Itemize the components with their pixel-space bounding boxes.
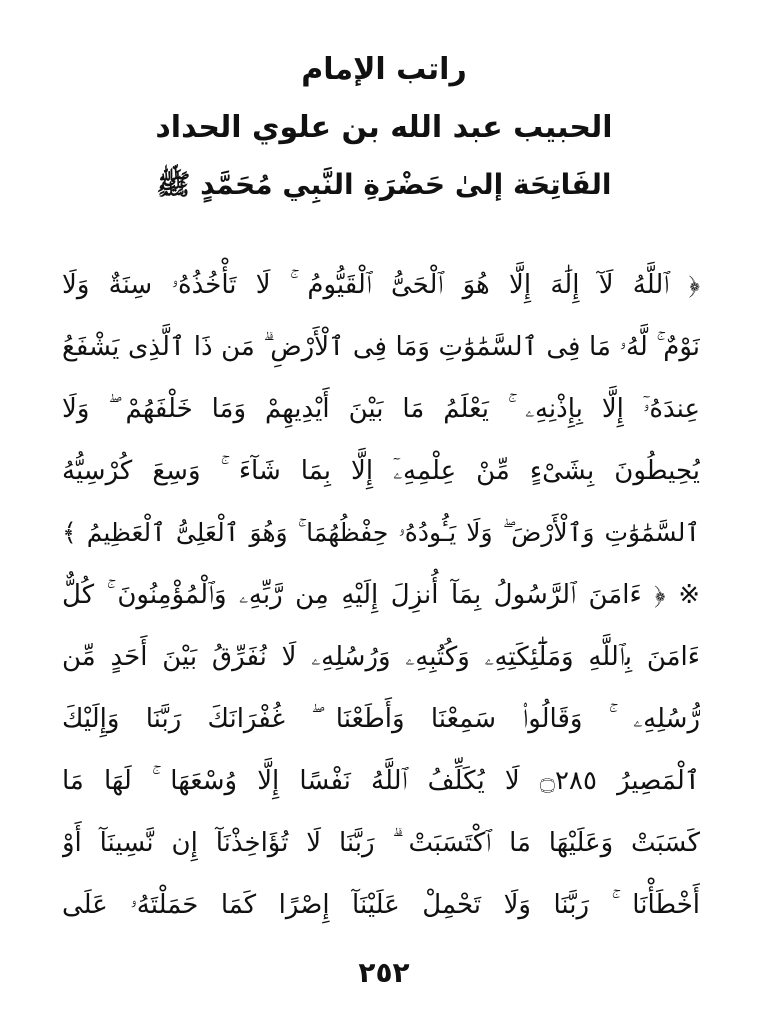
verse-line-4: يُحِيطُونَ بِشَىْءٍ مِّنْ عِلْمِهِۦٓ إِلَّا بِمَا شَآءَ ۚ وَسِعَ كُرْسِيُّهُ	[62, 456, 700, 486]
verse-line-8: رُّسُلِهِۦ ۚ وَقَالُوا۟ سَمِعْنَا وَأَطَعْنَا ۖ غُفْرَانَكَ رَبَّنَا وَإِلَيْكَ	[62, 704, 700, 734]
verse-text-block	[62, 254, 700, 936]
verse-line-3: عِندَهُۥٓ إِلَّا بِإِذْنِهِۦ ۚ يَعْلَمُ مَا بَيْنَ أَيْدِيهِمْ وَمَا خَلْفَهُمْ ۖ وَلَا	[62, 394, 700, 424]
verse-line-7: ءَامَنَ بِٱللَّهِ وَمَلَٰٓئِكَتِهِۦ وَكُتُبِهِۦ وَرُسُلِهِۦ لَا نُفَرِّقُ بَيْنَ أَحَدٍ مِّن	[62, 642, 700, 672]
page-title: راتب الإمام	[301, 52, 467, 87]
verse-line-6: ※ ﴿ ءَامَنَ ٱلرَّسُولُ بِمَآ أُنزِلَ إِلَيْهِ مِن رَّبِّهِۦ وَٱلْمُؤْمِنُونَ ۚ كُلٌّ	[62, 580, 700, 610]
verse-line-2: نَوْمٌ ۚ لَّهُۥ مَا فِى ٱلسَّمَٰوَٰتِ وَمَا فِى ٱلْأَرْضِ ۗ مَن ذَا ٱلَّذِى يَشْفَعُ	[62, 332, 700, 362]
page-number: ٢٥٢	[358, 956, 410, 989]
verse-line-5: ٱلسَّمَٰوَٰتِ وَٱلْأَرْضَ ۖ وَلَا يَـُٔودُهُۥ حِفْظُهُمَا ۚ وَهُوَ ٱلْعَلِىُّ ٱلْعَظِيمُ ﴾	[62, 518, 700, 547]
verse-line-11: أَخْطَأْنَا ۚ رَبَّنَا وَلَا تَحْمِلْ عَلَيْنَآ إِصْرًا كَمَا حَمَلْتَهُۥ عَلَى	[62, 890, 700, 920]
verse-line-10: كَسَبَتْ وَعَلَيْهَا مَا ٱكْتَسَبَتْ ۗ رَبَّنَا لَا تُؤَاخِذْنَآ إِن نَّسِينَآ أَوْ	[62, 828, 700, 858]
verse-line-9: ٱلْمَصِيرُ ۝٢٨٥ لَا يُكَلِّفُ ٱللَّهُ نَفْسًا إِلَّا وُسْعَهَا ۚ لَهَا مَا	[62, 766, 700, 796]
verse-line-1: ﴿ ٱللَّهُ لَآ إِلَٰهَ إِلَّا هُوَ ٱلْحَىُّ ٱلْقَيُّومُ ۚ لَا تَأْخُذُهُۥ سِنَةٌ وَلَا	[62, 270, 700, 300]
fatiha-dedication-heading: الفَاتِحَة إلىٰ حَضْرَةِ النَّبِي مُحَمَّدٍ ﷺ	[156, 168, 612, 201]
page-headings	[60, 52, 708, 202]
author-heading: الحبيب عبد الله بن علوي الحداد	[155, 110, 613, 145]
